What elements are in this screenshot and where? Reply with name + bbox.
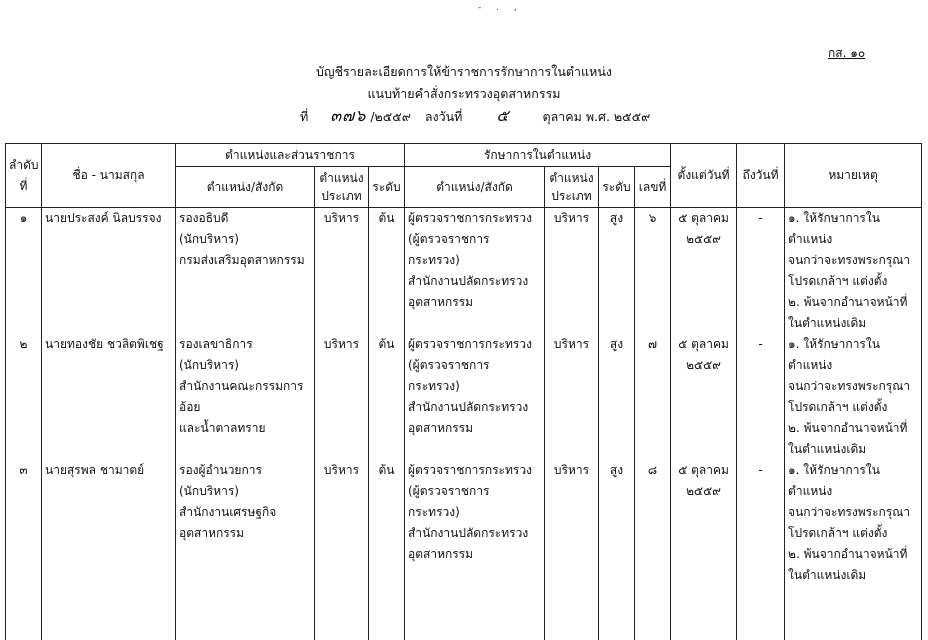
cell-seq: ๑ bbox=[6, 208, 42, 335]
cell-to-date: - bbox=[737, 334, 785, 460]
order-prefix: ที่ bbox=[300, 109, 309, 124]
top-mark: - . , bbox=[478, 3, 523, 13]
cell-act-type: บริหาร bbox=[545, 460, 599, 640]
header-act-type: ตำแหน่ง ประเภท bbox=[545, 167, 599, 208]
cell-cur-type: บริหาร bbox=[315, 208, 369, 335]
date-prefix: ลงวันที่ bbox=[424, 109, 463, 124]
cell-cur-position: รองผู้อำนวยการ (นักบริหาร) สำนักงานเศรษฐกิจอุตสาหกรรม bbox=[176, 460, 315, 640]
header-from-date: ตั้งแต่วันที่ bbox=[671, 144, 737, 208]
header-seq: ลำดับ ที่ bbox=[6, 144, 42, 208]
cell-from-date: ๕ ตุลาคม ๒๕๕๙ bbox=[671, 334, 737, 460]
header-act-level: ระดับ bbox=[599, 167, 635, 208]
cell-act-level: สูง bbox=[599, 460, 635, 640]
cell-from-date: ๕ ตุลาคม ๒๕๕๙ bbox=[671, 208, 737, 335]
cell-cur-level: ต้น bbox=[369, 334, 405, 460]
cell-cur-level: ต้น bbox=[369, 208, 405, 335]
header-act-number: เลขที่ bbox=[635, 167, 671, 208]
order-year: /๒๕๕๙ bbox=[370, 109, 411, 124]
cell-cur-type: บริหาร bbox=[315, 460, 369, 640]
cell-remarks: ๑. ให้รักษาการในตำแหน่ง จนกว่าจะทรงพระกรุณา โปรดเกล้าฯ แต่งตั้ง ๒. พ้นจากอำนาจหน้าที่ ในตำแหน่งเดิม bbox=[785, 208, 922, 335]
header-to-date: ถึงวันที่ bbox=[737, 144, 785, 208]
cell-act-type: บริหาร bbox=[545, 208, 599, 335]
cell-act-number: ๘ bbox=[635, 460, 671, 640]
header-current-group: ตำแหน่งและส่วนราชการ bbox=[176, 144, 405, 167]
cell-act-position: ผู้ตรวจราชการกระทรวง (ผู้ตรวจราชการกระทรวง) สำนักงานปลัดกระทรวง อุตสาหกรรม bbox=[405, 460, 545, 640]
cell-act-number: ๖ bbox=[635, 208, 671, 335]
order-day: ๕ bbox=[496, 106, 509, 125]
cell-to-date: - bbox=[737, 208, 785, 335]
cell-act-level: สูง bbox=[599, 334, 635, 460]
cell-remarks: ๑. ให้รักษาการในตำแหน่ง จนกว่าจะทรงพระกรุณา โปรดเกล้าฯ แต่งตั้ง ๒. พ้นจากอำนาจหน้าที่ ในตำแหน่งเดิม bbox=[785, 460, 922, 640]
cell-cur-position: รองเลขาธิการ (นักบริหาร) สำนักงานคณะกรรมการอ้อย และน้ำตาลทราย bbox=[176, 334, 315, 460]
header-cur-level: ระดับ bbox=[369, 167, 405, 208]
document-subtitle: แนบท้ายคำสั่งกระทรวงอุตสาหกรรม bbox=[367, 86, 561, 101]
order-reference-line bbox=[300, 104, 650, 129]
form-code: กส. ๑๐ bbox=[828, 46, 866, 60]
header-cur-position: ตำแหน่ง/สังกัด bbox=[176, 167, 315, 208]
table-row bbox=[6, 334, 922, 460]
cell-from-date: ๕ ตุลาคม ๒๕๕๙ bbox=[671, 460, 737, 640]
cell-act-number: ๗ bbox=[635, 334, 671, 460]
cell-cur-type: บริหาร bbox=[315, 334, 369, 460]
cell-to-date: - bbox=[737, 460, 785, 640]
cell-act-type: บริหาร bbox=[545, 334, 599, 460]
header-act-position: ตำแหน่ง/สังกัด bbox=[405, 167, 545, 208]
order-month-year: ตุลาคม พ.ศ. ๒๕๕๙ bbox=[542, 109, 651, 124]
cell-cur-level: ต้น bbox=[369, 460, 405, 640]
cell-cur-position: รองอธิบดี (นักบริหาร) กรมส่งเสริมอุตสาหกรรม bbox=[176, 208, 315, 335]
order-number: ๓๗๖ bbox=[330, 106, 367, 125]
acting-assignment-table bbox=[5, 143, 922, 640]
cell-name: นายประสงค์ นิลบรรจง bbox=[42, 208, 176, 335]
cell-seq: ๓ bbox=[6, 460, 42, 640]
cell-remarks: ๑. ให้รักษาการในตำแหน่ง จนกว่าจะทรงพระกรุณา โปรดเกล้าฯ แต่งตั้ง ๒. พ้นจากอำนาจหน้าที่ ในตำแหน่งเดิม bbox=[785, 334, 922, 460]
document-title: บัญชีรายละเอียดการให้ข้าราชการรักษาการในตำแหน่ง bbox=[315, 64, 613, 79]
table-row bbox=[6, 460, 922, 640]
cell-seq: ๒ bbox=[6, 334, 42, 460]
cell-act-position: ผู้ตรวจราชการกระทรวง (ผู้ตรวจราชการกระทรวง) สำนักงานปลัดกระทรวง อุตสาหกรรม bbox=[405, 334, 545, 460]
header-remarks: หมายเหตุ bbox=[785, 144, 922, 208]
cell-act-level: สูง bbox=[599, 208, 635, 335]
cell-name: นายสุรพล ชามาตย์ bbox=[42, 460, 176, 640]
cell-name: นายทองชัย ชวลิตพิเชฐ bbox=[42, 334, 176, 460]
table-row bbox=[6, 208, 922, 335]
header-name: ชื่อ - นามสกุล bbox=[42, 144, 176, 208]
header-acting-group: รักษาการในตำแหน่ง bbox=[405, 144, 671, 167]
header-cur-type: ตำแหน่ง ประเภท bbox=[315, 167, 369, 208]
cell-act-position: ผู้ตรวจราชการกระทรวง (ผู้ตรวจราชการกระทรวง) สำนักงานปลัดกระทรวง อุตสาหกรรม bbox=[405, 208, 545, 335]
